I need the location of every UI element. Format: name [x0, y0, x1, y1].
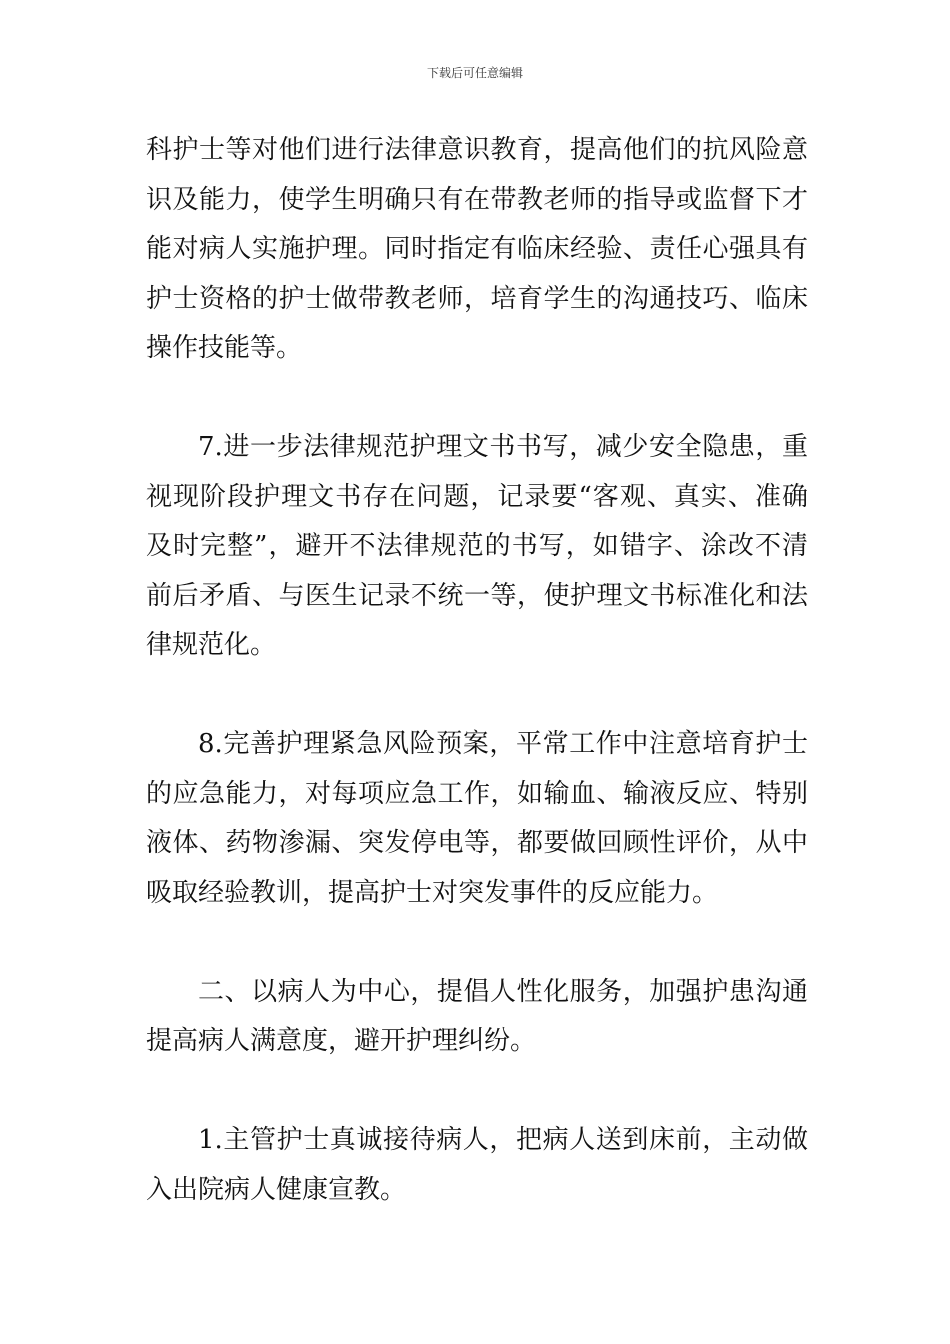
paragraph-item-7: 7.进一步法律规范护理文书书写，减少安全隐患，重视现阶段护理文书存在问题，记录要“客观、真实、准确及时完整”，避开不法律规范的书写，如错字、涂改不清前后矛盾、与医生记录不统一等，使护理文书标准化和法律规范化。 [146, 432, 808, 660]
section-heading-two: 二、以病人为中心，提倡人性化服务，加强护患沟通提高病人满意度，避开护理纠纷。 [146, 976, 808, 1056]
paragraph-continuation: 科护士等对他们进行法律意识教育，提高他们的抗风险意识及能力，使学生明确只有在带教老师的指导或监督下才能对病人实施护理。同时指定有临床经验、责任心强具有护士资格的护士做带教老师，培育学生的沟通技巧、临床操作技能等。 [146, 135, 808, 363]
paragraph-gap [146, 671, 808, 721]
page-header-note: 下载后可任意编辑 [426, 66, 523, 80]
paragraph-gap [146, 374, 808, 424]
paragraph-item-1: 1.主管护士真诚接待病人，把病人送到床前，主动做入出院病人健康宣教。 [146, 1125, 808, 1205]
paragraph-gap [146, 918, 808, 968]
paragraph-item-8: 8.完善护理紧急风险预案，平常工作中注意培育护士的应急能力，对每项应急工作，如输血、输液反应、特别液体、药物渗漏、突发停电等，都要做回顾性评价，从中吸取经验教训，提高护士对突发事件的反应能力。 [146, 729, 808, 908]
paragraph-gap [146, 1067, 808, 1117]
document-body [146, 126, 808, 1215]
